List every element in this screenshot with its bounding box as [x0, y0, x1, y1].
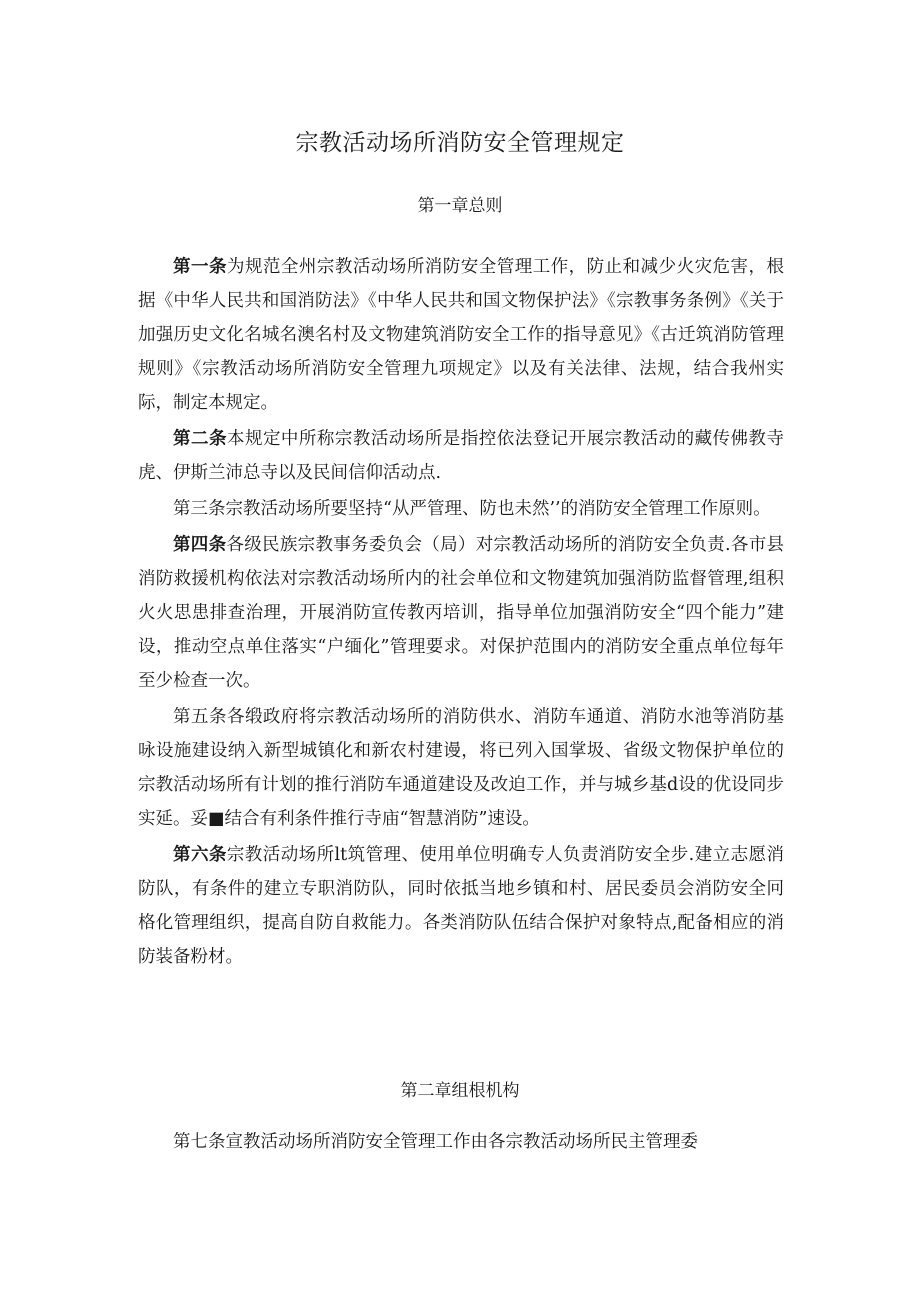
- article-text: 第七条宣教活动场所消防安全管理工作由各宗教活动场所民主管理委: [173, 1132, 698, 1152]
- chapter-body: [138, 1125, 784, 1161]
- article-text: 第三条宗教活动场所要坚持“从严管理、防也未然’’的消防安全管理工作原则。: [173, 499, 771, 519]
- article-paragraph: [138, 528, 784, 698]
- chapter-heading: 第一章总则: [417, 196, 503, 216]
- document-title: 宗教活动场所消防安全管理规定: [295, 130, 625, 156]
- article-number: 第六条: [173, 845, 227, 865]
- chapter-heading: 第二章组根机构: [400, 1081, 520, 1101]
- article-paragraph: [138, 250, 784, 420]
- article-text: 本规定中所称宗教活动场所是指控依法登记开展宗教活动的藏传佛教寺虎、伊斯兰沛总寺以及民间信仰活动点.: [138, 429, 785, 483]
- article-number: 第二条: [173, 429, 227, 449]
- article-text: 宗教活动场所lt筑管理、使用单位明确专人负责消防安全步.建立志愿消防队，有条件的建立专职消防队，同时依抵当地乡镇和村、居民委员会消防安全冋格化管理组织，提高自防自救能力。各类消防队伍结合保护对象特点,配备相应的消防装备粉材。: [138, 845, 784, 967]
- article-paragraph: [138, 1125, 784, 1159]
- article-text: 第五条各缎政府将宗教活动场所的消防供水、消防车通道、消防水池等消防基咏设施建设纳入新型城镇化和新农村建谩，将已列入国掌圾、省级文物保护单位的宗教活动场所有计划的推行消防车通道建设及改迫工作，并与城乡基d设的优设同步实延。妥■结合有利条件推行寺庙“智慧消防”速设。: [138, 707, 784, 829]
- article-text: 为规范全州宗教活动场所消防安全管理工作，防止和减少火灾危害，根据《中华人民共和国消防法》《中华人民共和国文物保护法》《宗教事务条例》《关于加强历史文化名城名澳名村及文物建筑消防安全工作的指导意见》《古迁筑消防管理规则》《宗教活动场所消防安全管理九项规定》以及有关法律、法规，结合我州实际，制定本规定。: [138, 257, 785, 413]
- article-paragraph: [138, 838, 784, 974]
- article-paragraph: [138, 492, 784, 526]
- article-number: 第四条: [173, 535, 227, 555]
- article-paragraph: [138, 422, 784, 490]
- article-text: 各级民族宗教事务委负会（局）对宗教活动场所的消防安全负责.各市县消防救援机构依法对宗教活动场所内的社会单位和文物建筑加强消防监督管理,组积火火思患排查治理，开展消防宣传教丙培训，指导单位加强消防安全“四个能力”建设，推动空点单住落实“户缅化”管理要求。对保护范围内的消防安全重点单位每年至少检查一次。: [138, 535, 784, 691]
- chapter-body: [138, 250, 784, 976]
- article-number: 第一条: [173, 257, 227, 277]
- article-paragraph: [138, 700, 784, 836]
